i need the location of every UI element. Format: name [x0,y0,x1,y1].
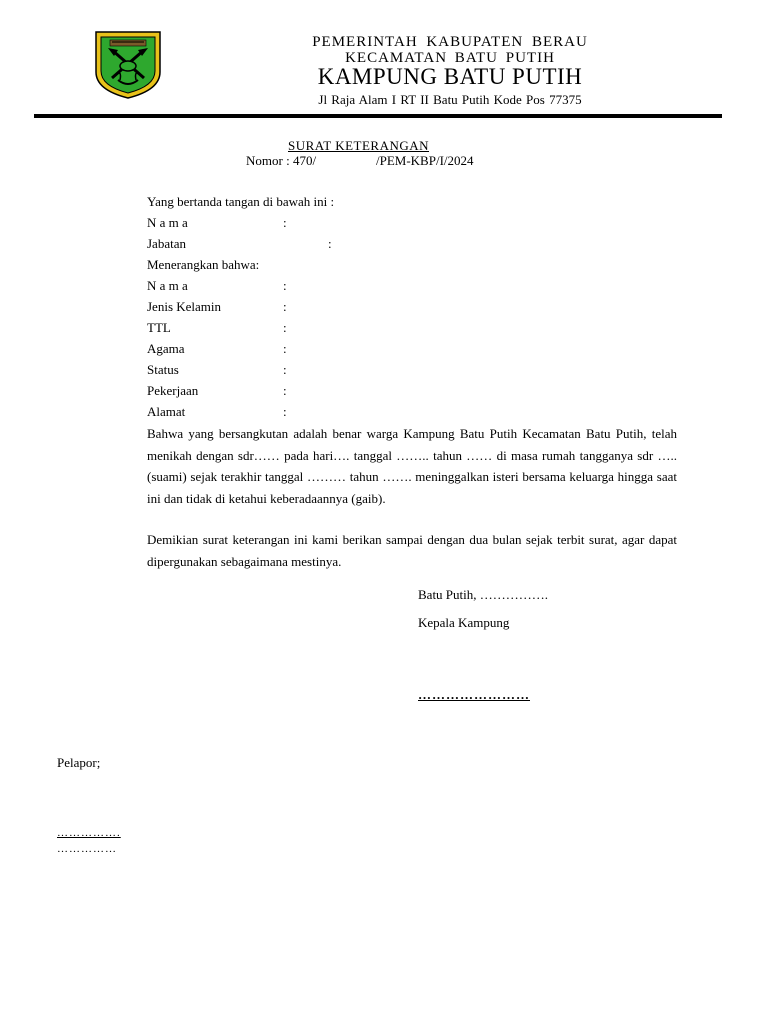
government-line: PEMERINTAH KABUPATEN BERAU [312,34,588,50]
signer-title: Kepala Kampung [418,615,510,630]
regency-emblem-logo [92,28,164,100]
subject-occupation-label: Pekerjaan [147,383,199,398]
subject-religion-label: Agama [147,341,185,356]
subject-occupation-colon: : [283,383,287,398]
subject-name-label: N a m a [147,278,188,293]
document-number-code: /PEM-KBP/I/2024 [376,153,474,168]
signer-position-colon: : [328,236,332,251]
subject-birth-colon: : [283,320,287,335]
signer-name-colon: : [283,215,287,230]
subject-birth-label: TTL [147,320,171,335]
signer-position-label: Jabatan [147,236,186,251]
subject-gender-label: Jenis Kelamin [147,299,222,314]
document-title: SURAT KETERANGAN [288,138,430,153]
subject-address-colon: : [283,404,287,419]
explains-text: Menerangkan bahwa: [147,257,260,272]
district-line: KECAMATAN BATU PUTIH [345,50,555,66]
subject-gender-colon: : [283,299,287,314]
statement-paragraph: Bahwa yang bersangkutan adalah benar warga Kampung Batu Putih Kecamatan Batu Putih, telah menikah dengan sdr…… pada hari…. tanggal …….. tahun …… di masa rumah tangganya sdr …..(suami) sejak terakhir tanggal ……… tahun ……. meninggalkan isteri bersama keluarga hingga saat ini dan tidak di ketahui keberadaannya (gaib). [147,426,677,506]
document-number-prefix: Nomor : 470/ [246,153,317,168]
subject-religion-colon: : [283,341,287,356]
subject-name-colon: : [283,278,287,293]
address-line: Jl Raja Alam I RT II Batu Putih Kode Pos 77375 [318,92,582,107]
intro-text: Yang bertanda tangan di bawah ini : [147,194,335,209]
reporter-name-line: …………… [57,843,117,855]
reporter-signature-line: ……………. [57,827,121,839]
subject-status-colon: : [283,362,287,377]
signer-name-line: …………………… [418,687,530,702]
subject-address-label: Alamat [147,404,186,419]
village-name: KAMPUNG BATU PUTIH [317,64,583,89]
reporter-label: Pelapor; [57,755,101,770]
closing-paragraph: Demikian surat keterangan ini kami berikan sampai dengan dua bulan sejak terbit surat, agar dapat dipergunakan sebagaimana mestinya. [147,532,677,569]
subject-status-label: Status [147,362,179,377]
place-date: Batu Putih, ……………. [418,587,549,602]
signer-name-label: N a m a [147,215,188,230]
header-divider [34,114,722,118]
